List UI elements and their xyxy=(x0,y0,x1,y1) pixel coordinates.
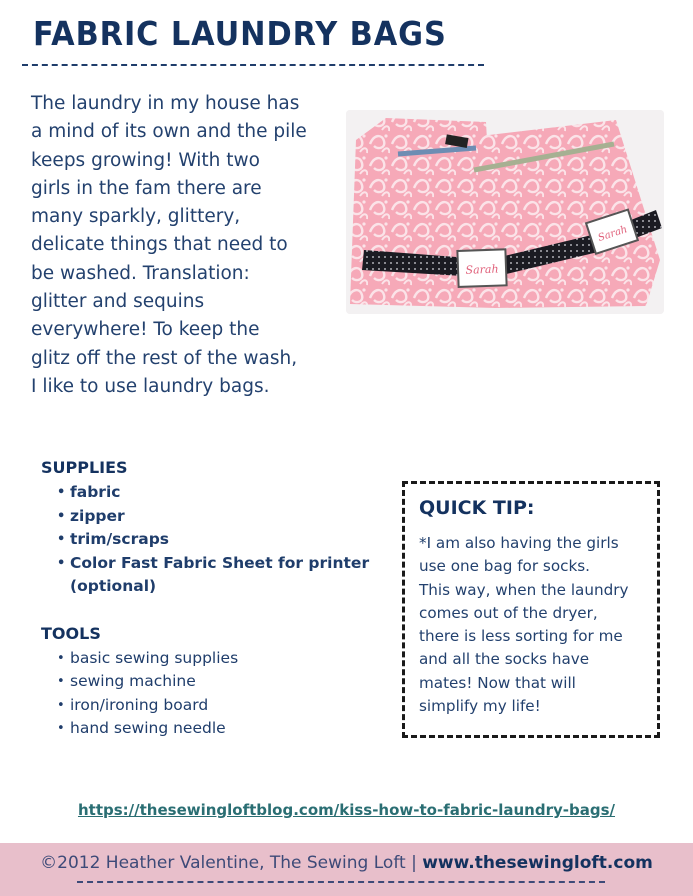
tip-line: simplify my life! xyxy=(419,697,541,716)
tutorial-link[interactable]: https://thesewingloftblog.com/kiss-how-to-fabric-laundry-bags/ xyxy=(77,801,616,819)
list-item: • hand sewing needle xyxy=(41,717,371,740)
footer xyxy=(0,843,693,896)
tools-heading: TOOLS xyxy=(41,624,101,643)
svg-text:Sarah: Sarah xyxy=(465,262,499,277)
list-item: • iron/ironing board xyxy=(41,694,371,717)
intro-line: glitter and sequins xyxy=(31,291,205,313)
footer-text xyxy=(0,853,693,873)
page-title: FABRIC LAUNDRY BAGS xyxy=(33,14,447,53)
website-link[interactable]: www.thesewingloft.com xyxy=(422,853,653,873)
quick-tip-text xyxy=(419,532,651,718)
intro-line: The laundry in my house has xyxy=(31,93,300,114)
tip-line: comes out of the dryer, xyxy=(419,603,598,622)
intro-line: a mind of its own and the pile xyxy=(31,121,307,143)
supplies-list xyxy=(41,481,371,599)
list-item: • zipper xyxy=(41,505,371,529)
list-item: • basic sewing supplies xyxy=(41,647,371,670)
intro-paragraph xyxy=(31,90,331,401)
list-item: • fabric xyxy=(41,481,371,505)
list-item: • sewing machine xyxy=(41,670,371,693)
tip-line: This way, when the laundry xyxy=(419,580,629,599)
tools-list xyxy=(41,647,371,740)
tip-line: mates! Now that will xyxy=(419,673,576,692)
tip-line: there is less sorting for me xyxy=(419,627,623,646)
intro-line: be washed. Translation: xyxy=(31,262,250,284)
tip-line: and all the socks have xyxy=(419,650,590,669)
quick-tip-heading: QUICK TIP: xyxy=(419,497,535,519)
supplies-heading: SUPPLIES xyxy=(41,458,128,477)
list-item: • trim/scraps xyxy=(41,528,371,552)
copyright-text: ©2012 Heather Valentine, The Sewing Loft | xyxy=(40,853,423,873)
footer-divider xyxy=(77,881,605,883)
intro-line: I like to use laundry bags. xyxy=(31,375,270,397)
title-divider xyxy=(22,64,484,66)
intro-line: delicate things that need to xyxy=(31,234,288,256)
intro-line: keeps growing! With two xyxy=(31,149,260,171)
laundry-bags-photo xyxy=(346,110,664,314)
intro-line: girls in the fam there are xyxy=(31,177,262,199)
laundry-bags-illustration xyxy=(346,110,664,314)
intro-line: glitz off the rest of the wash, xyxy=(31,347,298,369)
list-item: • Color Fast Fabric Sheet for printer (optional) xyxy=(41,552,371,599)
svg-text:Sarah: Sarah xyxy=(596,224,629,244)
tip-line: use one bag for socks. xyxy=(419,557,591,576)
intro-line: everywhere! To keep the xyxy=(31,319,260,341)
tip-line: *I am also having the girls xyxy=(419,534,619,552)
intro-line: many sparkly, glittery, xyxy=(31,206,241,228)
